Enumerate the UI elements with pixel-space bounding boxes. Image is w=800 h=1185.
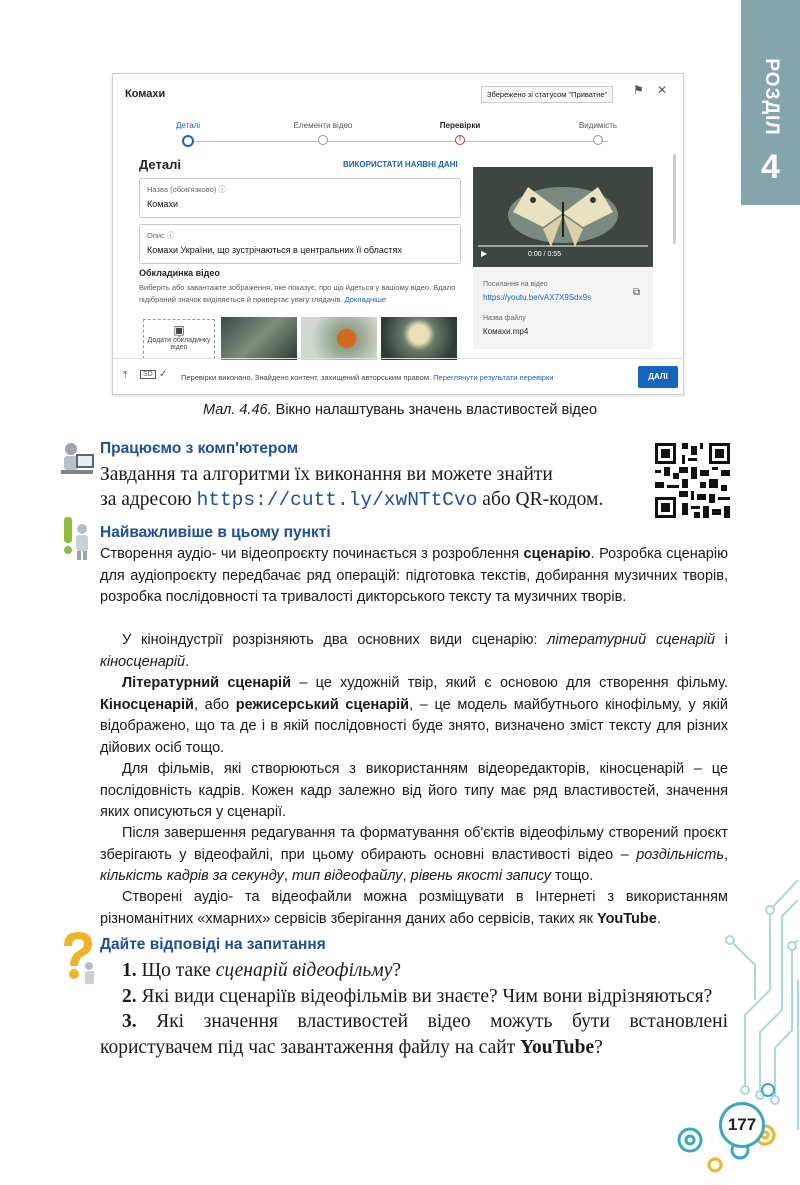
image-add-icon: ▣ <box>173 323 185 337</box>
question-3: 3. Які значення властивостей відео можуть бути встановлені користувачем під час завантаження файлу на сайт YouTube? <box>100 1011 728 1058</box>
key-section-heading: Найважливіше в цьому пункті <box>100 524 331 541</box>
upload-icon: ⤒ <box>123 370 128 381</box>
help-icon: ⓘ <box>166 231 175 240</box>
video-info: Посилання на відео https://youtu.be/vAX7X9Sdx9s ⧉ Назва файлу Комахи.mp4 <box>473 267 653 349</box>
qr-code <box>655 443 730 518</box>
step-dot-icon <box>593 135 603 145</box>
video-progress-bar <box>478 245 648 247</box>
close-icon: ✕ <box>657 83 668 97</box>
computer-section-heading: Працюємо з комп'ютером <box>100 440 299 457</box>
warning-icon: ! <box>455 135 465 145</box>
paragraph-6: Створені аудіо- та відеофайли можна розміщувати в Інтернеті з використанням різноманітних «хмарних» сервісів зберігання даних або сервісів, таких як YouTube. <box>100 889 728 927</box>
paragraph-5: Після завершення редагування та форматування об'єктів відеофільму створений проєкт зберігають у відеофайлі, при цьому обирають основні властивості відео – роздільність, кількість кадрів за секунду, тип відеофайлу, рівень якості запису тощо. <box>100 825 728 884</box>
cover-thumbnail <box>221 317 297 360</box>
details-heading: Деталі <box>139 157 181 172</box>
paragraph-1: Створення аудіо- чи відеопроєкту починається з розроблення сценарію. Розробка сценарію для аудіопроєкту передбачає ряд операцій: підготовка текстів, добирання музичних творів, розробка послідовності та тривалості дикторського тексту та музичних творів. <box>100 546 728 605</box>
page-number: 177 <box>719 1102 765 1148</box>
file-name: Комахи.mp4 <box>483 327 529 336</box>
step-details: Деталі <box>133 121 243 147</box>
cover-thumbnail <box>301 317 377 360</box>
video-preview <box>473 167 653 267</box>
butterfly-image <box>473 167 653 267</box>
feedback-icon: ⚑ <box>633 83 644 97</box>
step-dot-icon <box>182 135 194 147</box>
question-mark-icon <box>56 930 98 986</box>
video-time: 0:00 / 0:55 <box>528 251 562 258</box>
chapter-word: РОЗДІЛ <box>760 58 782 136</box>
add-cover-button: ▣ Додати обкладинку відео <box>143 319 215 359</box>
questions-heading: Дайте відповіді на запитання <box>100 936 326 953</box>
check-circle-icon: ✓ <box>159 369 168 380</box>
exclamation-person-icon <box>58 517 96 561</box>
help-icon: ⓘ <box>218 185 226 194</box>
chapter-tab <box>741 0 800 205</box>
dialog-title: Комахи <box>125 88 166 100</box>
figure-caption: Мал. 4.46. Вікно налаштувань значень властивостей відео <box>202 402 598 418</box>
question-2: 2. Які види сценаріїв відеофільмів ви знаєте? Чим вони відрізняються? <box>122 985 713 1007</box>
scrollbar <box>673 154 676 244</box>
reuse-data-link: ВИКОРИСТАТИ НАЯВНІ ДАНІ <box>343 160 458 169</box>
status-badge: Збережено зі статусом "Приватне" <box>481 86 613 103</box>
chapter-number: 4 <box>761 148 780 186</box>
sd-icon: SD <box>140 370 156 379</box>
circuit-decoration <box>620 880 800 1185</box>
paragraph-3: Літературний сценарій – це художній твір, який є основою для створення фільму. Кіносценарій, або режисерський сценарій, – це модель майбутнього кінофільму, у якій відображено, що та де і в якій послідовності буде знято, визначено зміст тексту для різних дійових осіб тощо. <box>100 675 729 756</box>
cover-heading: Обкладинка відео <box>139 268 220 278</box>
cover-thumbnail <box>381 317 457 360</box>
dialog-footer: ⤒ SD ✓ Перевірки виконано. Знайдено контент, захищений авторським правом. Переглянути результати перевірки ДАЛІ <box>113 358 683 395</box>
cover-description: Виберіть або завантажте зображення, яке показує, про що йдеться у вашому відео. Вдало підібраний значок виділяється й привертає увагу глядачів. Докладніше <box>139 283 456 304</box>
paragraph-4: Для фільмів, які створюються з використанням відеоредакторів, кіносценарій – це послідовність кадрів. Кожен кадр залежно від його типу має ряд властивостей, значення яких описуються у сценарії. <box>100 761 728 820</box>
stepper <box>133 121 653 151</box>
upload-dialog-screenshot <box>112 73 684 395</box>
description-field: Опис ⓘ Комахи України, що зустрічаються в центральних її областях <box>139 224 461 264</box>
title-field: Назва (обов'язково) ⓘ Комахи <box>139 178 461 218</box>
question-1: 1. Що таке сценарій відеофільму? <box>122 960 402 981</box>
step-checks: Перевірки ! <box>439 121 481 143</box>
paragraph-2: У кіноіндустрії розрізняють два основних види сценарію: літературний сценарій і кіносценарій. <box>100 632 729 670</box>
play-icon: ▶ <box>481 249 488 258</box>
computer-section-text: Завдання та алгоритми їх виконання ви можете знайти за адресою https://cutt.ly/xwNTtCvo або QR-кодом. <box>100 464 604 511</box>
step-visibility: Видимість <box>543 121 653 145</box>
copy-icon: ⧉ <box>633 287 641 298</box>
computer-user-icon <box>58 440 96 480</box>
video-link: https://youtu.be/vAX7X9Sdx9s <box>483 293 592 302</box>
task-url-link[interactable]: https://cutt.ly/xwNTtCvo <box>196 489 478 511</box>
step-dot-icon <box>318 135 328 145</box>
step-video-elements: Елементи відео <box>268 121 378 145</box>
next-button: ДАЛІ <box>638 366 678 388</box>
